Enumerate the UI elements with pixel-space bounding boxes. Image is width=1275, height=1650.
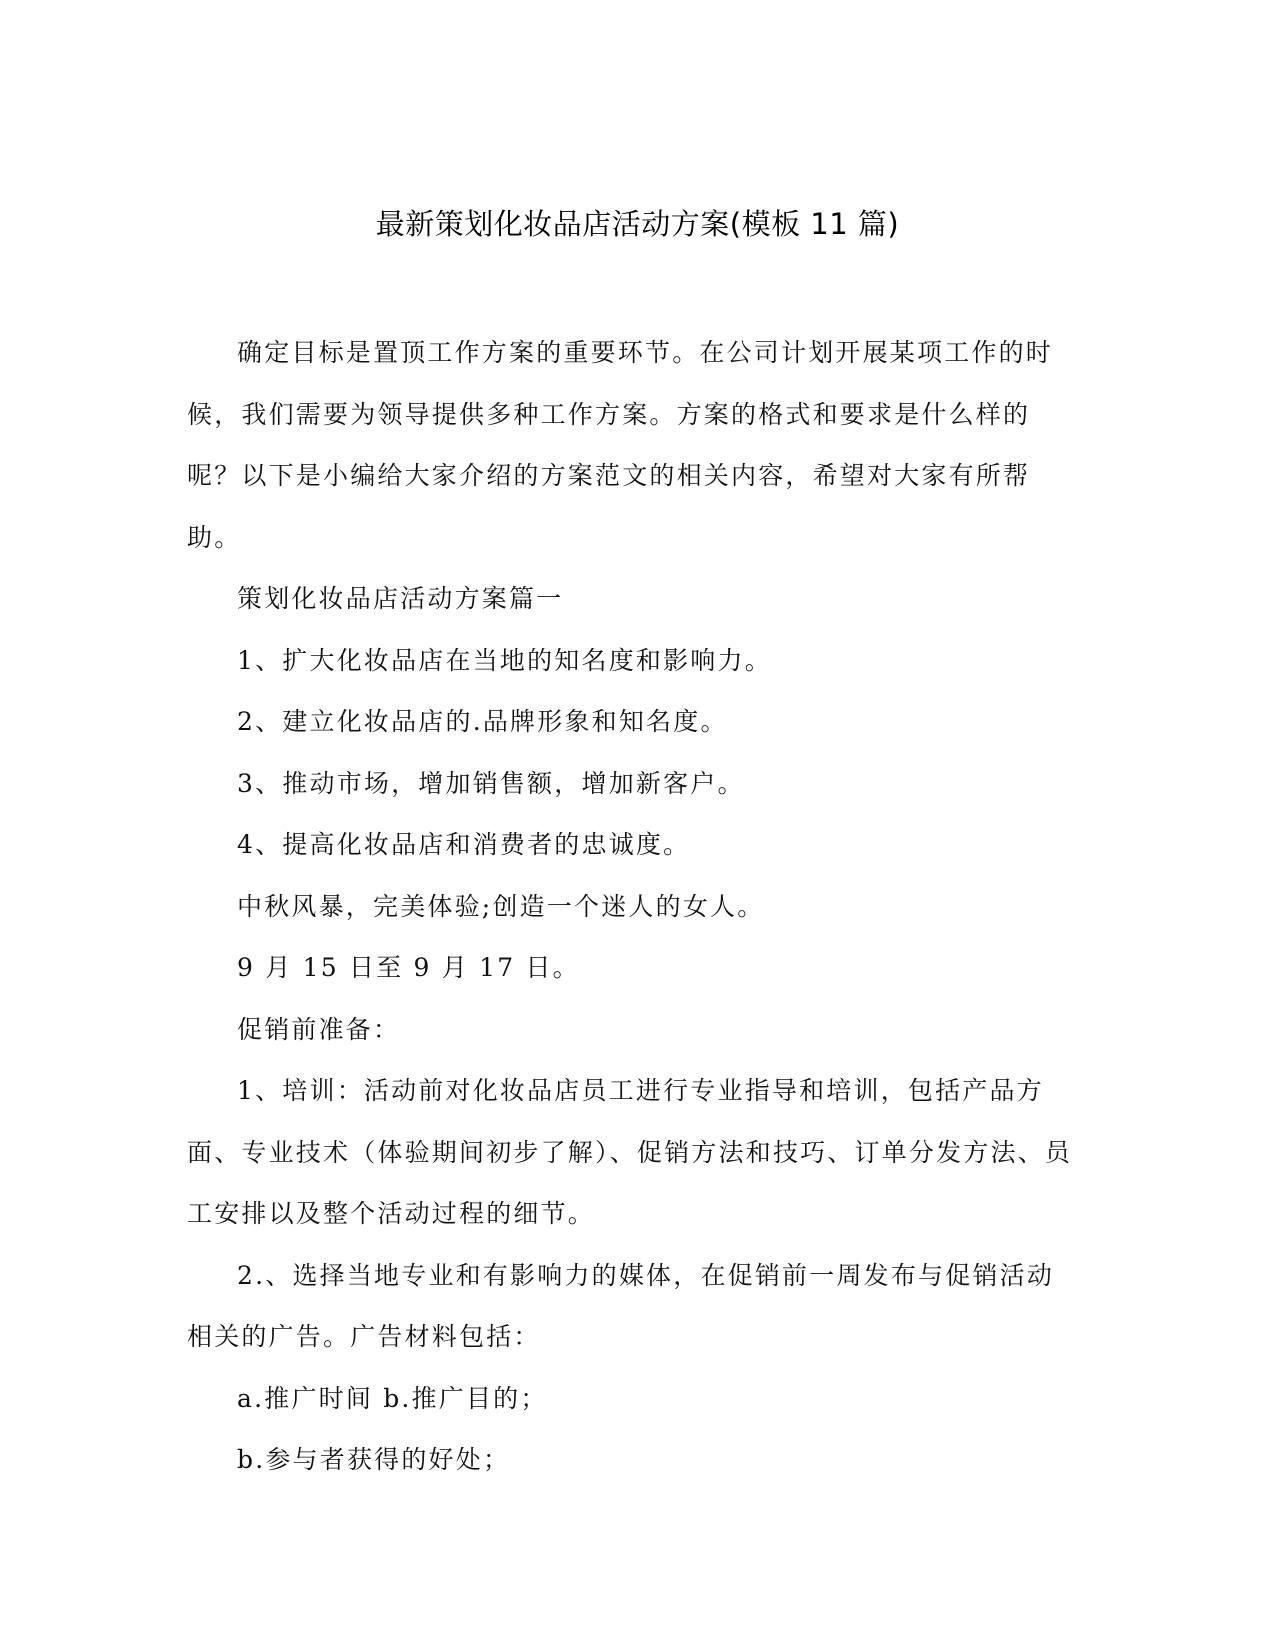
training-paragraph: 1、培训：活动前对化妆品店员工进行专业指导和培训，包括产品方面、专业技术（体验期间初步了解）、促销方法和技巧、订单分发方法、员工安排以及整个活动过程的细节。	[187, 1076, 1073, 1228]
theme-paragraph: 中秋风暴，完美体验;创造一个迷人的女人。	[237, 891, 765, 921]
section-heading: 策划化妆品店活动方案篇一	[237, 584, 564, 613]
document-body	[187, 322, 1077, 1491]
preparation-heading: 促销前准备：	[237, 1014, 401, 1044]
intro-paragraph: 确定目标是置顶工作方案的重要环节。在公司计划开展某项工作的时候，我们需要为领导提供多种工作方案。方案的格式和要求是什么样的呢？以下是小编给大家介绍的方案范文的相关内容，希望对大家有所帮助。	[187, 338, 1054, 552]
goal-item-2: 2、建立化妆品店的.品牌形象和知名度。	[237, 707, 728, 736]
goal-item-1: 1、扩大化妆品店在当地的知名度和影响力。	[237, 645, 772, 675]
media-paragraph: 2.、选择当地专业和有影响力的媒体，在促销前一周发布与促销活动相关的广告。广告材料包括：	[187, 1260, 1055, 1351]
goal-item-3: 3、推动市场，增加销售额，增加新客户。	[237, 768, 745, 798]
document-title: 最新策划化妆品店活动方案(模板 11 篇)	[375, 207, 900, 241]
ad-item-a: a.推广时间 b.推广目的；	[237, 1383, 548, 1413]
date-paragraph: 9 月 15 日至 9 月 17 日。	[237, 953, 580, 982]
goal-item-4: 4、提高化妆品店和消费者的忠诚度。	[237, 830, 691, 859]
ad-item-b: b.参与者获得的好处；	[237, 1445, 511, 1474]
